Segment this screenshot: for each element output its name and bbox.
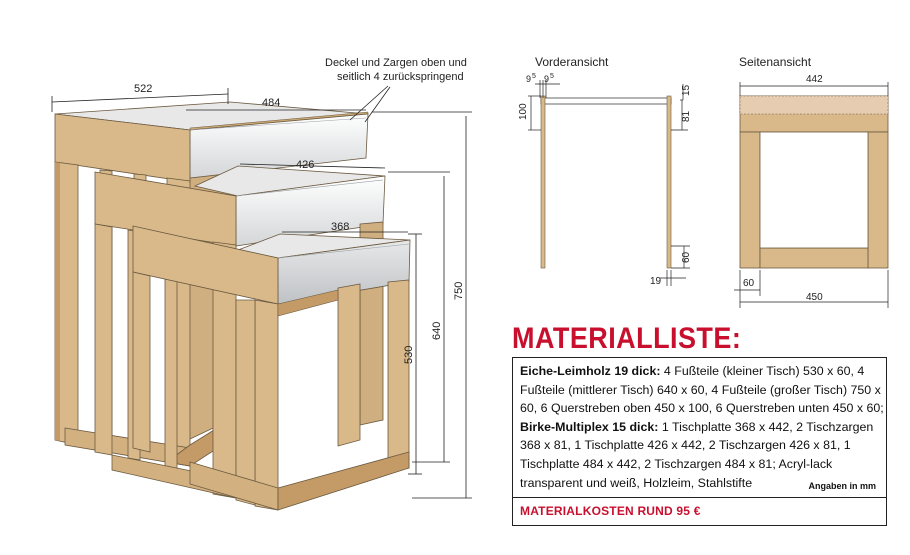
nesting-tables-illustration [55, 102, 410, 510]
side-view [734, 55, 888, 308]
front-dim-60: 60 [681, 251, 692, 263]
oak-label: Eiche-Leimholz 19 dick: [520, 364, 661, 378]
oak-text: 4 Fußteile (kleiner Tisch) 530 x 60, 4 Fußteile (mittlerer Tisch) 640 x 60, 4 Fußteile (großer Tisch) 750 x 60, 6 Querstreben oben 450 x 100, 6 Querstreben unten 450 x 60; [520, 364, 884, 416]
front-view-title: Vorderansicht [535, 55, 609, 69]
materials-divider [513, 497, 886, 498]
front-dim-5-right: 5 [550, 73, 554, 80]
side-dim-442: 442 [806, 74, 823, 85]
annotation-line2: seitlich 4 zurückspringend [337, 71, 464, 83]
materials-title: MATERIALLISTE: [512, 322, 742, 355]
front-dim-9-left: 9 [526, 74, 532, 84]
materials-cost: MATERIALKOSTEN RUND 95 € [520, 504, 701, 518]
front-dim-100: 100 [518, 103, 529, 120]
dim-522: 522 [134, 83, 153, 95]
front-dim-9-right: 9 [544, 74, 550, 84]
front-view [518, 55, 692, 287]
side-dim-60: 60 [743, 278, 755, 289]
dim-530: 530 [403, 345, 415, 364]
dims-note: Angaben in mm [808, 481, 876, 491]
annotation-line1: Deckel und Zargen oben und [325, 57, 467, 69]
materials-box [512, 357, 887, 526]
front-dim-19: 19 [650, 276, 662, 287]
dim-484: 484 [262, 97, 281, 109]
dim-640: 640 [431, 321, 443, 340]
birch-text: 1 Tischplatte 368 x 442, 2 Tischzargen 368 x 81, 1 Tischplatte 426 x 442, 2 Tischzargen 426 x 81, 1 Tischplatte 484 x 442, 2 Tischzargen 484 x 81; Acryl-lack transparent und weiß, Holzleim, Stahlstifte [520, 419, 874, 490]
materials-body [520, 362, 884, 492]
side-dim-450: 450 [806, 292, 823, 303]
birch-label: Birke-Multiplex 15 dick: [520, 419, 659, 434]
dim-750: 750 [453, 281, 465, 300]
dim-368: 368 [331, 221, 350, 233]
dim-426: 426 [296, 159, 315, 171]
front-dim-81: 81 [681, 110, 692, 122]
front-dim-15: 15 [681, 84, 692, 96]
side-view-title: Seitenansicht [739, 55, 812, 69]
front-dim-5-left: 5 [532, 73, 536, 80]
